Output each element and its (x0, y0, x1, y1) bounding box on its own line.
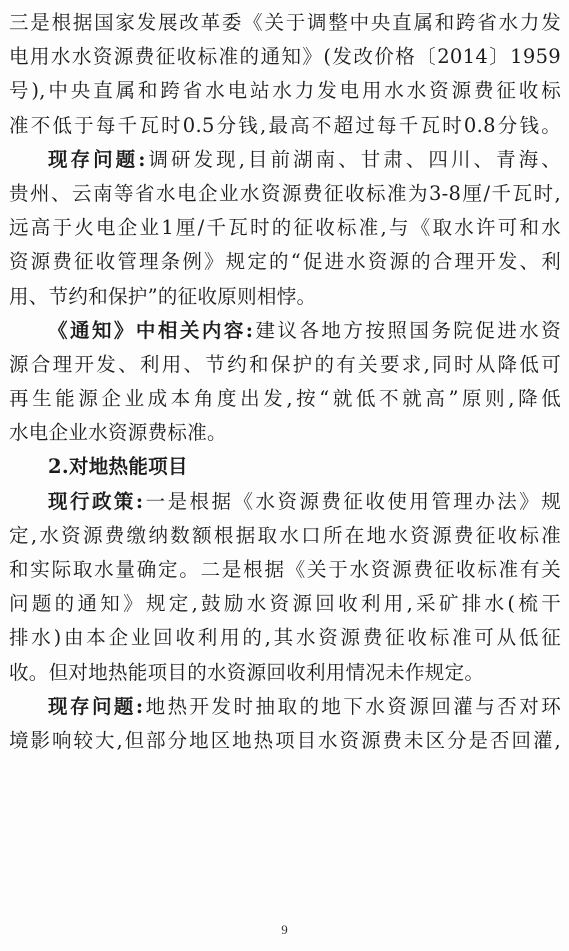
text-run: 一是根据《水资源费征收使用管理办法》规 (143, 489, 561, 513)
text-line: 电用水水资源费征收标准的通知》(发改价格〔2014〕1959 (9, 45, 561, 69)
section-heading-current-policy: 现行政策: (48, 489, 144, 513)
paragraph-line-current-policy (9, 485, 561, 519)
text-line: 用、节约和保护”的征收原则相悖。 (9, 284, 317, 308)
section-heading-existing-problems: 现存问题: (48, 694, 144, 718)
text-line: 源合理开发、利用、节约和保护的有关要求,同时从降低可 (9, 352, 561, 376)
text-line: 水电企业水资源费标准。 (9, 421, 227, 445)
text-line: 三是根据国家发展改革委《关于调整中央直属和跨省水力发 (9, 11, 561, 34)
text-line: 贵州、云南等省水电企业水资源费征收标准为3-8厘/千瓦时, (9, 181, 561, 205)
paragraph-line-existing-problems-2 (9, 690, 561, 724)
section-heading-notice-content: 《通知》中相关内容: (48, 318, 254, 342)
text-run: 地热开发时抽取的地下水资源回灌与否对环 (143, 694, 561, 718)
text-line: 和实际取水量确定。二是根据《关于水资源费征收标准有关 (9, 558, 561, 581)
text-line: 远高于火电企业1厘/千瓦时的征收标准,与《取水许可和水 (9, 216, 561, 240)
text-line: 问题的通知》规定,鼓励水资源回收利用,采矿排水(梳干 (9, 592, 561, 616)
page-number: 9 (281, 922, 288, 937)
text-line: 定,水资源费缴纳数额根据取水口所在地水资源费征收标准 (9, 523, 561, 547)
section-title-geothermal: 2.对地热能项目 (48, 455, 188, 479)
section-heading-existing-problems: 现存问题: (48, 147, 146, 171)
text-line: 排水)由本企业回收利用的,其水资源费征收标准可从低征 (9, 626, 561, 650)
text-line: 收。但对地热能项目的水资源回收利用情况未作规定。 (9, 660, 485, 684)
text-line: 资源费征收管理条例》规定的“促进水资源的合理开发、利 (9, 250, 561, 274)
text-line: 准不低于每千瓦时0.5分钱,最高不超过每千瓦时0.8分钱。 (9, 113, 561, 137)
text-line: 号),中央直属和跨省水电站水力发电用水水资源费征收标 (9, 79, 561, 103)
text-run: 建议各地方按照国务院促进水资 (253, 318, 561, 342)
text-run: 调研发现,目前湖南、甘肃、四川、青海、 (145, 147, 561, 171)
text-line: 境影响较大,但部分地区地热项目水资源费未区分是否回灌, (9, 728, 561, 752)
paragraph-line-existing-problems (9, 143, 561, 177)
text-line: 再生能源企业成本角度出发,按“就低不就高”原则,降低 (9, 387, 561, 411)
document-body (9, 6, 561, 758)
paragraph-line-notice-content (9, 314, 561, 348)
